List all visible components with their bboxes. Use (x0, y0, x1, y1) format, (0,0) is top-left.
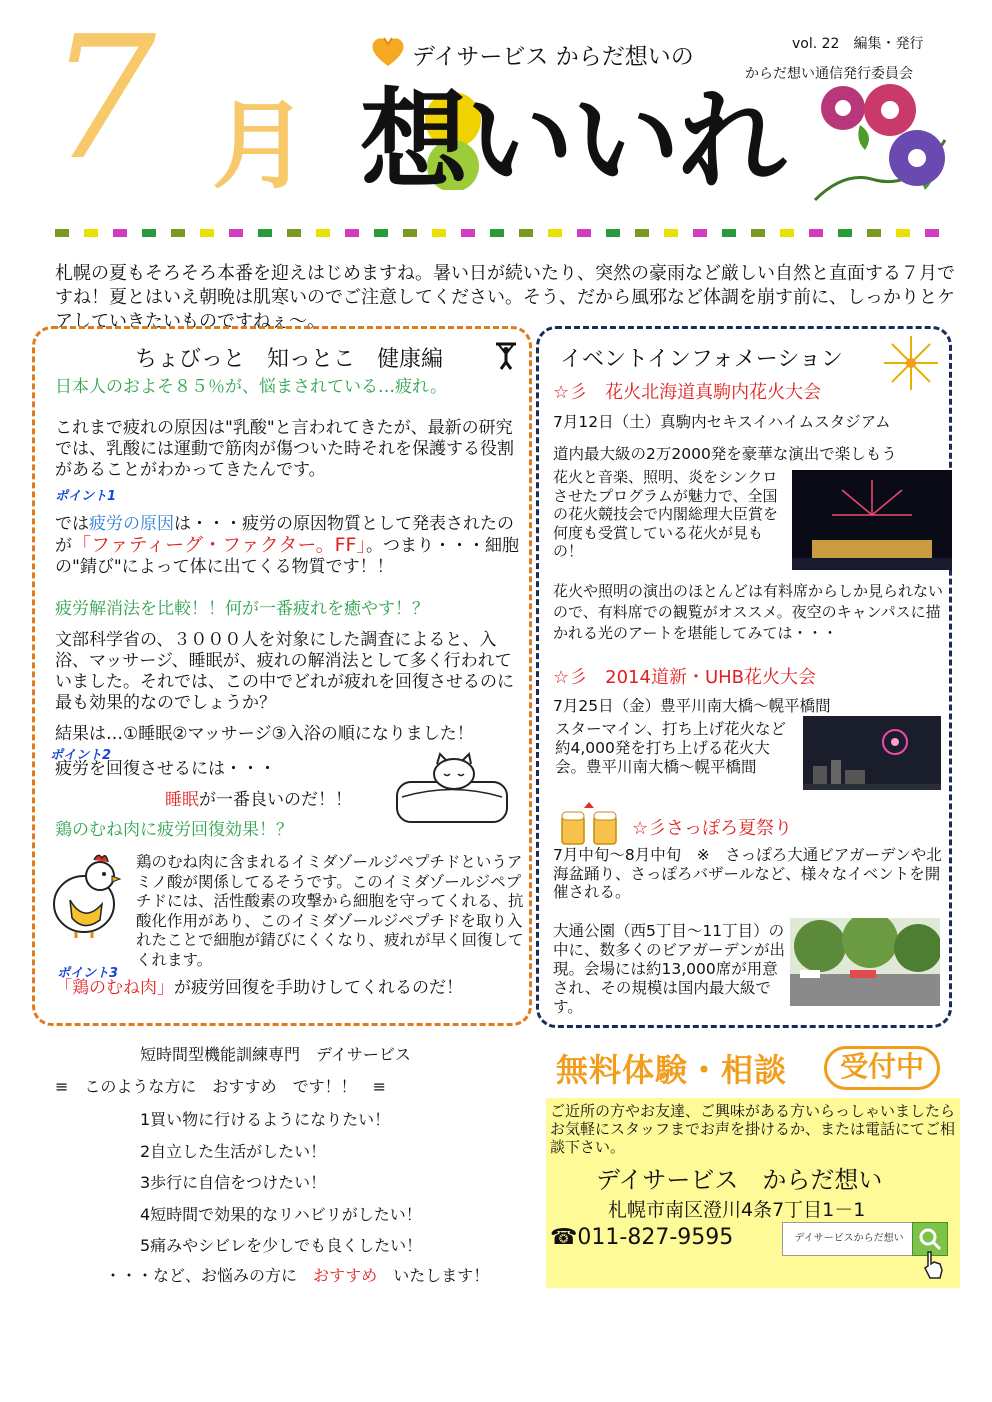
event-1-date: 7月12日（土）真駒内セキスイハイムスタジアム (553, 413, 891, 431)
dash-segment (287, 229, 301, 237)
dash-segment (403, 229, 417, 237)
free-trial-heading: 無料体験・相談 (556, 1051, 788, 1089)
dash-segment (548, 229, 562, 237)
dash-segment (925, 229, 939, 237)
recommend-line: ≡ このような方に おすすめ です！！ ≡ (55, 1077, 386, 1096)
month-kanji: 月 (212, 90, 308, 202)
dash-segment (751, 229, 765, 237)
events-heading: イベントインフォメーション (560, 347, 843, 372)
health-paragraph-5 (165, 790, 352, 811)
newsletter-title: 想いいれ (360, 79, 785, 204)
point-1-label: ポイント1 (55, 489, 117, 504)
health-paragraph-2 (55, 514, 525, 578)
sleeping-cat-icon (392, 752, 517, 827)
dash-segment (316, 229, 330, 237)
dash-segment (229, 229, 243, 237)
health-heading-2: 疲労解消法を比較！！何が一番疲れを癒やす！？ (55, 599, 429, 619)
text-span: では (55, 514, 89, 534)
sleep-word: 睡眠 (165, 790, 199, 810)
contact-text: ご近所の方やお友達、ご興味がある方いらっしゃいましたらお気軽にスタッフまでお声を掛けるか、または電話にてご相談下さい。 (550, 1102, 956, 1156)
publisher-label: からだ想い通信発行委員会 (745, 66, 913, 82)
service-address: 札幌市南区澄川4条7丁目1－1 (608, 1199, 866, 1221)
health-result: 結果は…①睡眠②マッサージ③入浴の順になりました！ (55, 724, 474, 744)
dash-segment (519, 229, 533, 237)
dash-segment (345, 229, 359, 237)
point-3-label: ポイント3 (57, 966, 119, 981)
list-item: 5痛みやシビレを少しでも良くしたい！ (140, 1236, 423, 1255)
text-span: は・・・疲労の原因物質として発表されたのが (55, 514, 514, 556)
service-title: 短時間型機能訓練専門 デイサービス (140, 1045, 411, 1064)
dash-segment (577, 229, 591, 237)
event-1-paragraph-1: 花火と音楽、照明、炎をシンクロさせたプログラムが魅力で、全国の花火競技会で内閣総理大臣賞を何度も受賞している花火が見もの！ (553, 468, 779, 560)
dash-segment (606, 229, 620, 237)
event-1-title: ☆彡 花火北海道真駒内花火大会 (553, 382, 822, 403)
dash-segment (374, 229, 388, 237)
phone-number: ☎011-827-9595 (550, 1225, 734, 1250)
fireworks-photo-2 (803, 716, 941, 790)
dash-segment (635, 229, 649, 237)
health-heading: ちょびっと 知っとこ 健康編 (135, 347, 444, 372)
recommend-word: おすすめ (313, 1266, 378, 1285)
list-item: 3歩行に自信をつけたい！ (140, 1173, 327, 1192)
event-3-paragraph-1: 7月中旬～8月中旬 ※ さっぽろ大通ビアガーデンや北海盆踊り、さっぽろバザールなど、様々なイベントを開催される。 (553, 846, 942, 901)
health-paragraph-3: 文部科学省の、３０００人を対象にした調査によると、入浴、マッサージ、睡眠が、疲れの解消法として多く行われていました。それでは、この中でどれが疲れを回復させるのに最も効果的なのでしょうか？ (55, 630, 514, 713)
event-2-paragraph: スターマイン、打ち上げ花火など約4,000発を打ち上げる花火大会。豊平川南大橋～幌平橋間 (555, 720, 786, 776)
event-1-paragraph-2: 花火や照明の演出のほとんどは有料席からしか見られないので、有料席での観覧がオススメ。夜空のキャンパスに描かれる光のアートを堪能してみては・・・ (553, 582, 944, 642)
fireworks-photo-1 (792, 470, 952, 570)
point-2-label: ポイント2 (50, 748, 112, 763)
accepting-badge: 受付中 (824, 1046, 940, 1090)
dash-segment (171, 229, 185, 237)
heart-icon (368, 34, 408, 68)
dash-segment (142, 229, 156, 237)
dash-segment (809, 229, 823, 237)
firework-icon (880, 332, 942, 394)
text-span: いたします！ (393, 1266, 490, 1285)
fatigue-cause: 疲労の原因 (89, 514, 174, 534)
dash-segment (722, 229, 736, 237)
dash-segment (838, 229, 852, 237)
intro-text: 札幌の夏もそろそろ本番を迎えはじめますね。暑い日が続いたり、突然の豪雨など厳しい自然と直面する７月ですね！夏とはいえ朝晩は肌寒いのでご注意してください。そう、だから風邪など体調を崩す前に、しっかりとケアしていきたいものですねぇ～。 (55, 263, 955, 332)
list-item: 4短時間で効果的なリハビリがしたい！ (140, 1204, 422, 1224)
recommend-closing (105, 1263, 489, 1286)
text-span: 。つまり・・・細胞の"錆び"によって体に出てくる物質です！！ (55, 536, 519, 577)
weightlifter-icon (494, 340, 518, 370)
text-span: が一番良いのだ！！ (199, 790, 352, 810)
health-paragraph-6: 鶏のむね肉に含まれるイミダゾールジペプチドというアミノ酸が関係してるそうです。このイミダゾールジペプチドには、活性酸素の攻撃から細胞を守ってくれる、抗酸化作用があり、このイミダゾールジペプチドを取り入れたことで細胞が錆びにくくなり、疲れが早く回復してくれます。 (136, 853, 524, 969)
morning-glory-icon (805, 80, 955, 210)
dash-segment (113, 229, 127, 237)
health-paragraph-4: 疲労を回復させるには・・・ (55, 759, 276, 779)
dash-segment (780, 229, 794, 237)
dash-segment (896, 229, 910, 237)
dash-segment (664, 229, 678, 237)
text-span: が疲労回復を手助けしてくれるのだ！ (174, 978, 463, 998)
list-item: 2自立した生活がしたい！ (140, 1141, 327, 1161)
event-3-paragraph-2: 大通公園（西5丁目～11丁目）の中に、数多くのビアガーデンが出現。会場には約13,000席が用意され、その規模は国内最大級です。 (553, 922, 786, 1016)
beer-garden-photo (790, 918, 940, 1006)
service-name: デイサービス からだ想い (596, 1166, 883, 1194)
chicken-breast-term: 「鶏のむね肉」 (55, 978, 174, 998)
event-2-date: 7月25日（金）豊平川南大橋～幌平橋間 (553, 697, 831, 715)
search-input[interactable]: デイサービスからだ想い (782, 1222, 916, 1256)
dash-segment (490, 229, 504, 237)
recommend-list (140, 1104, 422, 1262)
newsletter-subtitle: デイサービス からだ想いの (412, 44, 694, 70)
event-3-title: ☆彡さっぽろ夏祭り (632, 818, 793, 839)
health-paragraph-1: これまで疲れの原因は"乳酸"と言われてきたが、最新の研究では、乳酸には運動で筋肉が傷ついた時それを保護する役割があることがわかってきたんです。 (55, 418, 514, 480)
text-span: ・・・など、お悩みの方に (105, 1266, 298, 1285)
pointer-hand-icon (922, 1250, 944, 1280)
event-1-lead: 道内最大級の2万2000発を豪華な演出で楽しもう (553, 445, 897, 463)
chicken-icon (40, 848, 124, 940)
list-item: 1買い物に行けるようになりたい！ (140, 1110, 391, 1129)
dash-segment (258, 229, 272, 237)
dash-segment (55, 229, 69, 237)
month-number: 7 (48, 0, 157, 198)
dash-segment (84, 229, 98, 237)
dash-segment (200, 229, 214, 237)
volume-label: vol. 22 編集・発行 (792, 36, 924, 52)
decorative-dashline (55, 229, 960, 237)
beer-mugs-icon (556, 800, 622, 850)
event-2-title: ☆彡 2014道新・UHB花火大会 (553, 667, 817, 688)
health-heading-3: 鶏のむね肉に疲労回復効果！？ (55, 820, 293, 840)
dash-segment (461, 229, 475, 237)
ff-term: 「ファティーグ・ファクター。FF」 (72, 534, 366, 556)
dash-segment (867, 229, 881, 237)
dash-segment (693, 229, 707, 237)
health-paragraph-7 (55, 978, 525, 999)
health-lead: 日本人のおよそ８５％が、悩まされている…疲れ。 (55, 377, 448, 397)
dash-segment (432, 229, 446, 237)
